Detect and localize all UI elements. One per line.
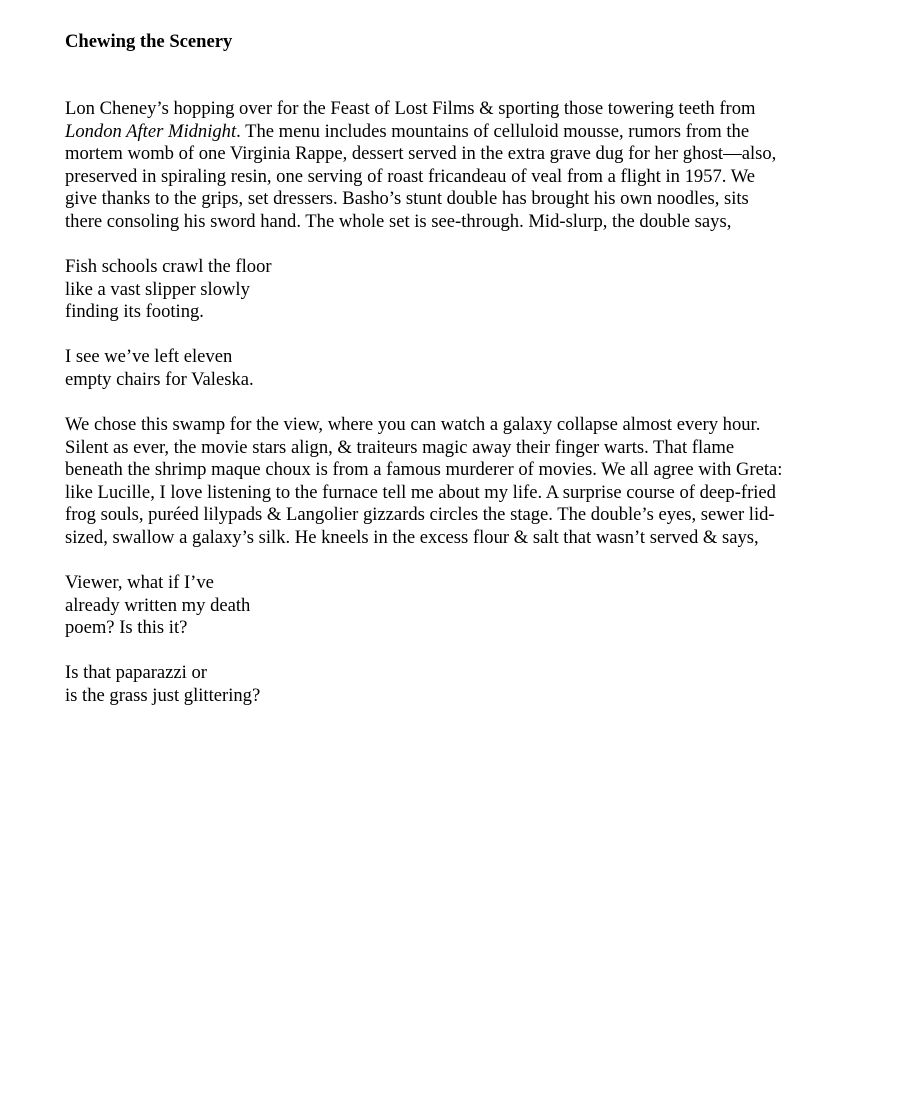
verse-line: Fish schools crawl the floor: [65, 256, 272, 277]
verse-line: is the grass just glittering?: [65, 684, 261, 706]
verse-line: poem? Is this it?: [65, 617, 188, 638]
text-line: sized, swallow a galaxy’s silk. He kneels in the excess flour & salt that wasn’t served & says,: [65, 526, 759, 548]
text-line: We chose this swamp for the view, where you can watch a galaxy collapse almost every hour.: [65, 414, 761, 435]
verse-line: empty chairs for Valeska.: [65, 368, 254, 390]
haiku-death-poem: [65, 572, 250, 640]
stanza-swamp: [65, 414, 845, 549]
stanza-feast: [65, 98, 845, 233]
film-title: London After Midnight: [65, 120, 237, 142]
text-line: preserved in spiraling resin, one serving of roast fricandeau of veal from a flight in 1957. We: [65, 165, 756, 187]
text-line: mortem womb of one Virginia Rappe, dessert served in the extra grave dug for her ghost—also,: [65, 143, 777, 164]
poem-title: Chewing the Scenery: [65, 31, 233, 52]
text-fragment: . The menu includes mountains of celluloid mousse, rumors from the: [236, 120, 750, 142]
verse-line: Is that paparazzi or: [65, 662, 207, 683]
couplet-valeska: [65, 346, 254, 391]
haiku-fish-schools: [65, 256, 272, 324]
couplet-paparazzi: [65, 662, 260, 707]
text-line: Silent as ever, the movie stars align, & traiteurs magic away their finger warts. That flame: [65, 436, 735, 458]
verse-line: like a vast slipper slowly: [65, 278, 250, 300]
text-line: give thanks to the grips, set dressers. Basho’s stunt double has brought his own noodles, sits: [65, 188, 749, 209]
text-line: [65, 121, 845, 144]
text-line: frog souls, puréed lilypads & Langolier gizzards circles the stage. The double’s eyes, sewer lid-: [65, 504, 775, 525]
verse-line: Viewer, what if I’ve: [65, 572, 214, 593]
text-line: Lon Cheney’s hopping over for the Feast of Lost Films & sporting those towering teeth from: [65, 98, 756, 119]
text-line: there consoling his sword hand. The whole set is see-through. Mid-slurp, the double says,: [65, 210, 732, 232]
verse-line: already written my death: [65, 594, 251, 616]
text-line: like Lucille, I love listening to the furnace tell me about my life. A surprise course of deep-fried: [65, 481, 776, 503]
verse-line: finding its footing.: [65, 301, 204, 322]
verse-line: I see we’ve left eleven: [65, 346, 233, 367]
text-line: beneath the shrimp maque choux is from a famous murderer of movies. We all agree with Greta:: [65, 459, 783, 480]
